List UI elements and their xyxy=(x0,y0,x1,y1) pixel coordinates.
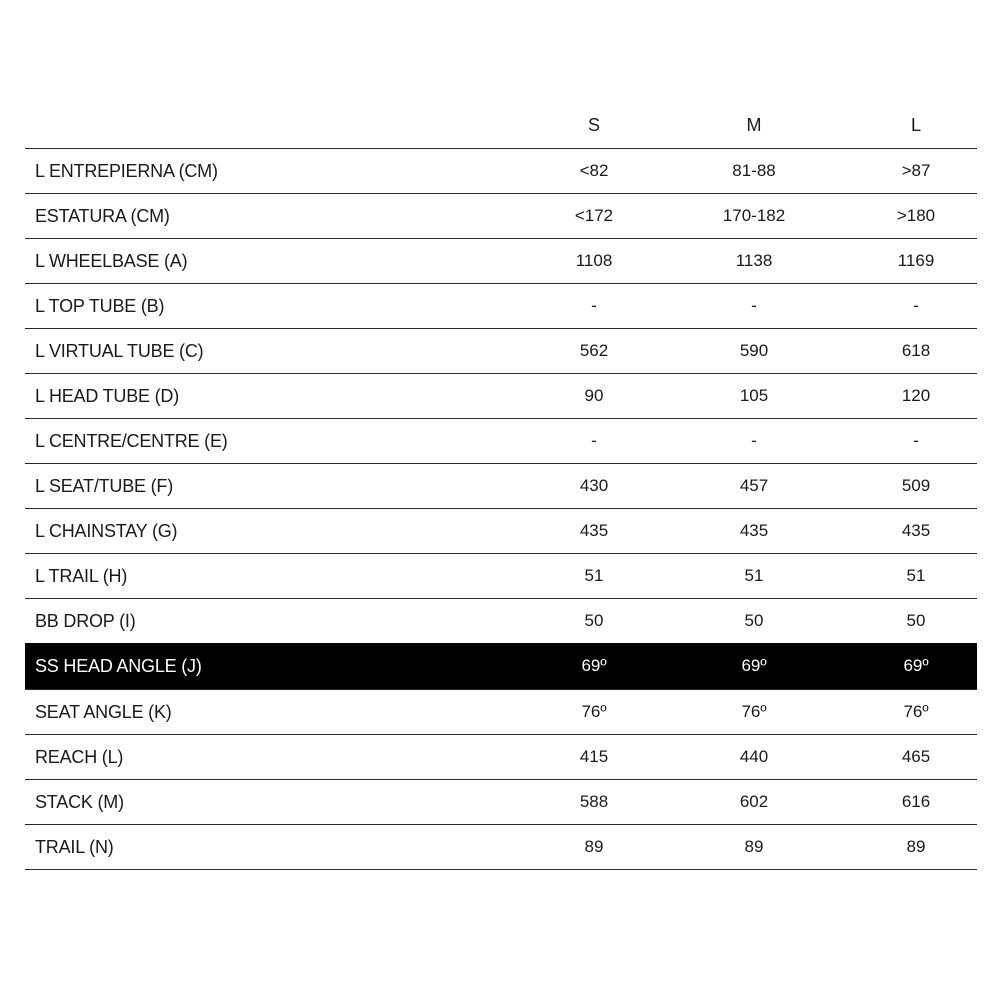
table-row xyxy=(25,464,977,509)
cell-l: 435 xyxy=(901,521,931,540)
row-label: L ENTREPIERNA (CM) xyxy=(35,160,218,181)
table-row xyxy=(25,690,977,735)
row-label: L SEAT/TUBE (F) xyxy=(35,475,174,496)
cell-m: 457 xyxy=(739,476,769,495)
cell-m: - xyxy=(751,296,757,315)
cell-s: 50 xyxy=(584,611,604,630)
cell-s: 1108 xyxy=(575,251,613,270)
row-label: L CHAINSTAY (G) xyxy=(35,520,178,541)
size-s-header: S xyxy=(587,114,600,135)
table-row xyxy=(25,149,977,194)
row-label: SEAT ANGLE (K) xyxy=(35,701,172,722)
cell-l: 51 xyxy=(906,566,926,585)
cell-l: >180 xyxy=(896,206,936,225)
table-row-highlighted xyxy=(25,643,977,690)
cell-m: 1138 xyxy=(735,251,773,270)
table-row xyxy=(25,735,977,780)
cell-l: >87 xyxy=(901,161,931,180)
row-label: STACK (M) xyxy=(35,791,124,812)
cell-l: 509 xyxy=(901,476,931,495)
row-label: SS HEAD ANGLE (J) xyxy=(35,655,202,676)
cell-l: 465 xyxy=(901,747,931,766)
table-row xyxy=(25,780,977,825)
cell-s: 430 xyxy=(579,476,609,495)
cell-l: 50 xyxy=(906,611,926,630)
cell-m: 590 xyxy=(739,341,769,360)
cell-m: 76º xyxy=(741,702,767,721)
cell-l: 120 xyxy=(901,386,931,405)
table-row xyxy=(25,329,977,374)
cell-l: - xyxy=(913,431,919,450)
cell-s: 51 xyxy=(584,566,604,585)
table-row xyxy=(25,374,977,419)
cell-m: - xyxy=(751,431,757,450)
cell-m: 435 xyxy=(739,521,769,540)
cell-l: 616 xyxy=(901,792,931,811)
table-row xyxy=(25,554,977,599)
cell-s: - xyxy=(591,296,597,315)
cell-s: 435 xyxy=(579,521,609,540)
row-label: REACH (L) xyxy=(35,746,124,767)
cell-s: <172 xyxy=(574,206,614,225)
cell-s: 562 xyxy=(579,341,609,360)
cell-l: 69º xyxy=(903,656,929,675)
row-label: TRAIL (N) xyxy=(35,836,114,857)
table-row xyxy=(25,239,977,284)
cell-l: 618 xyxy=(901,341,931,360)
cell-m: 50 xyxy=(744,611,764,630)
table-row xyxy=(25,599,977,644)
table-row xyxy=(25,825,977,870)
row-label: L CENTRE/CENTRE (E) xyxy=(35,430,228,451)
cell-m: 170-182 xyxy=(722,206,786,225)
cell-s: 69º xyxy=(581,656,607,675)
cell-s: 76º xyxy=(581,702,607,721)
table-row xyxy=(25,284,977,329)
size-m-header: M xyxy=(746,114,762,135)
cell-s: 415 xyxy=(579,747,609,766)
cell-m: 89 xyxy=(744,837,764,856)
row-label: L HEAD TUBE (D) xyxy=(35,385,180,406)
row-label: BB DROP (I) xyxy=(35,610,136,631)
cell-l: - xyxy=(913,296,919,315)
cell-s: 90 xyxy=(584,386,604,405)
cell-m: 602 xyxy=(739,792,769,811)
cell-s: - xyxy=(591,431,597,450)
cell-s: 588 xyxy=(579,792,609,811)
cell-l: 1169 xyxy=(897,251,935,270)
cell-m: 105 xyxy=(739,386,769,405)
cell-m: 440 xyxy=(739,747,769,766)
table-row xyxy=(25,419,977,464)
geometry-table xyxy=(25,102,977,870)
table-header-row xyxy=(25,102,977,149)
cell-m: 81-88 xyxy=(732,161,776,180)
cell-m: 69º xyxy=(741,656,767,675)
row-label: ESTATURA (CM) xyxy=(35,205,170,226)
row-label: L WHEELBASE (A) xyxy=(35,250,188,271)
cell-s: 89 xyxy=(584,837,604,856)
row-label: L VIRTUAL TUBE (C) xyxy=(35,340,204,361)
cell-m: 51 xyxy=(744,566,764,585)
cell-l: 89 xyxy=(906,837,926,856)
size-l-header: L xyxy=(910,114,921,135)
cell-l: 76º xyxy=(903,702,929,721)
row-label: L TOP TUBE (B) xyxy=(35,295,165,316)
table-row xyxy=(25,194,977,239)
table-row xyxy=(25,509,977,554)
cell-s: <82 xyxy=(579,161,609,180)
row-label: L TRAIL (H) xyxy=(35,565,128,586)
